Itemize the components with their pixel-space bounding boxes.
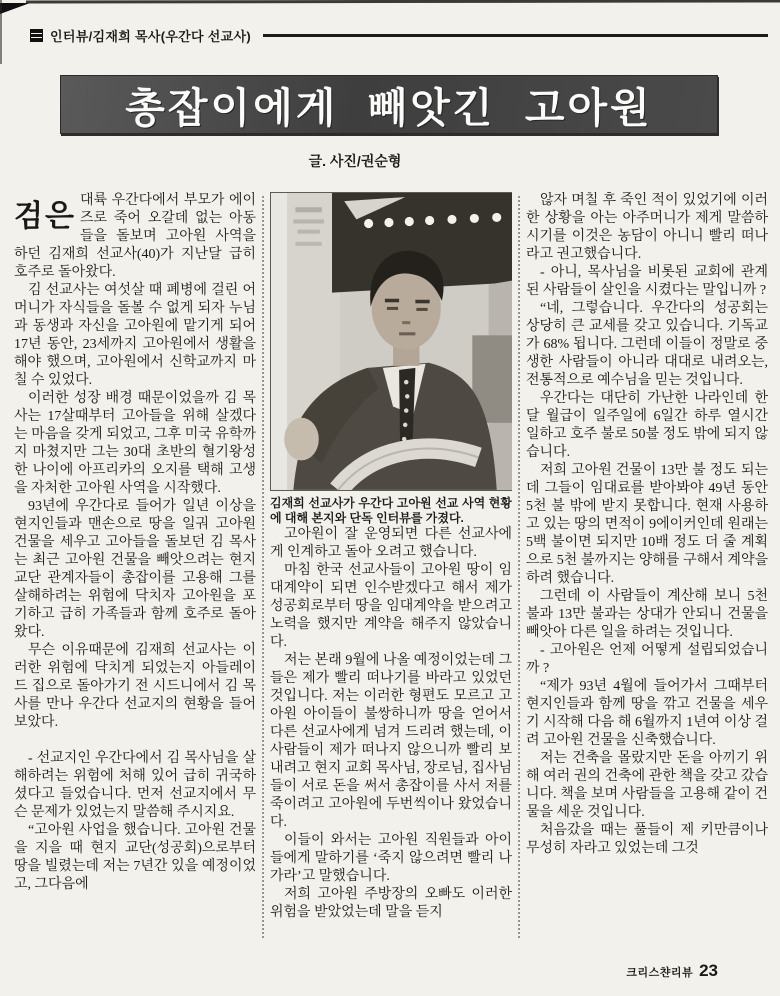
article-paragraph: 저희 고아원 주방장의 오빠도 이러한 위험을 받았었는데 말을 듣지 <box>270 886 512 920</box>
article-paragraph: 그런데 이 사람들이 계산해 보니 5천 불과 13만 불과는 상대가 안되니 건물을 빼앗아 다른 일을 하려는 것입니다. <box>526 589 768 640</box>
article-paragraph: 저희 고아원 건물이 13만 불 정도 되는데 그들이 임대료를 받아봐야 49년 동안 5천 불 밖에 받지 못합니다. 현재 사용하고 있는 땅의 면적이 9에이커인데 원래는 5백 불이면 되지만 10배 정도 더 줄 계획으로 5천 불까지는 양해를 구해서 계약을 하려 했습니다. <box>526 463 768 586</box>
article-paragraph: “네, 그렇습니다. 우간다의 성공회는 상당히 큰 교세를 갖고 있습니다. 기독교가 68% 됩니다. 그런데 이들이 정말로 중생한 사람들이 아니라 대대로 내려오는, 전통적으로 예수님을 믿는 것입니다. <box>526 301 768 388</box>
article-paragraph: 이들이 와서는 고아원 직원들과 아이들에게 말하기를 ‘죽지 않으려면 빨리 나가라’고 말했습니다. <box>270 832 512 884</box>
byline: 글. 사진/권순형 <box>308 153 402 169</box>
article-paragraph: “제가 93년 4월에 들어가서 그때부터 현지인들과 함께 땅을 깎고 건물을 세우기 시작해 다음 해 6월까지 1년여 이상 걸려 고아원 건물을 신축했습니다. <box>526 679 768 748</box>
article-paragraph: “고아원 사업을 했습니다. 고아원 건물을 지을 때 현지 교단(성공회)으로부터 땅을 빌렸는데 저는 7년간 있을 예정이었고, 그다음에 <box>14 823 256 892</box>
scan-artifact-topline <box>26 0 780 4</box>
column-2 <box>270 192 512 988</box>
article-paragraph <box>14 192 256 282</box>
article-paragraph: 저는 본래 9월에 나올 예정이었는데 그들은 제가 빨리 떠나기를 바라고 있었던 것입니다. 저는 이러한 형편도 모르고 고아원 아이들이 불쌍하니까 땅을 얻어서 다른 선교사에게 넘겨 드리려 했는데, 이 사람들이 제가 떠나지 않으니까 빨리 보내려고 현지 교회 목사님, 장로님, 집사님들이 서로 돈을 써서 총잡이를 사서 저를 죽이려고 고아원에 두번씩이나 왔었습니다. <box>270 652 512 830</box>
interview-question: - 고아원은 언제 어떻게 설립되었습니까 ? <box>526 643 768 676</box>
article-columns <box>14 192 768 988</box>
interview-question: - 아니, 목사님을 비롯된 교회에 관계된 사람들이 살인을 시켰다는 말입니까 ? <box>526 265 768 298</box>
column-3 <box>526 192 768 988</box>
dropcap: 검은 <box>14 200 76 233</box>
article-paragraph: 93년에 우간다로 들어가 일년 이상을 현지인들과 맨손으로 땅을 일궈 고아원 건물을 세우고 고아들을 돌보던 김 목사는 최근 고아원 건물을 빼앗으려는 현지 교단 관계자들이 총잡이를 고용해 그를 살해하려는 위험에 닥치자 고아원을 포기하고 급히 가족들과 함께 호주로 돌아왔다. <box>14 499 256 640</box>
article-paragraph: 마침 한국 선교사들이 고아원 땅이 임대계약이 되면 인수받겠다고 해서 제가 성공회로부터 땅을 임대계약을 받으려고 노력을 했지만 계약을 해주지 않았습니다. <box>270 562 512 650</box>
article-paragraph: 우간다는 대단히 가난한 나라인데 한 달 월급이 일주일에 6일간 하루 열시간 일하고 호주 불로 50불 정도 밖에 되지 않습니다. <box>526 391 768 460</box>
article-paragraph: 처음갔을 때는 풀들이 제 키만큼이나 무성히 자라고 있었는데 그것 <box>526 823 768 856</box>
article-paragraph: 이러한 성장 배경 때문이었을까 김 목사는 17살때부터 고아들을 위해 살겠다는 마음을 갖게 되었고, 그후 미국 유학까지 마쳤지만 그는 30대 초반의 혈기왕성한 나이에 아프리카의 오지를 택해 고생을 자처한 고아원 사역을 시작했다. <box>14 391 256 496</box>
interview-photo <box>270 192 512 491</box>
scan-artifact-left-edge <box>0 0 2 64</box>
photo-caption: 김재희 선교사가 우간다 고아원 선교 사역 현황에 대해 본지와 단독 인터뷰를 가졌다. <box>270 495 512 525</box>
magazine-name: 크리스챤리뷰 <box>626 967 694 979</box>
paragraph-text: 대륙 우간다에서 부모가 에이즈로 죽어 오갈데 없는 아동들을 돌보며 고아원 사역을 하던 김재희 선교사(40)가 지난달 급히 호주로 돌아왔다. <box>14 193 256 280</box>
article-paragraph: 저는 건축을 몰랐지만 돈을 아끼기 위해 여러 권의 건축에 관한 책을 갖고 갔습니다. 책을 보며 사람들을 고용해 같이 건물을 세운 것입니다. <box>526 751 768 820</box>
title-banner <box>60 75 718 134</box>
column-separator <box>262 196 264 938</box>
column-1 <box>14 192 256 988</box>
interview-question: - 선교지인 우간다에서 김 목사님을 살해하려는 위험에 처해 있어 급히 귀국하셨다고 들었습니다. 먼저 선교지에서 무슨 문제가 있었는지 말씀해 주시지요. <box>14 751 256 820</box>
article-paragraph: 않자 며칠 후 죽인 적이 있었기에 이러한 상황을 아는 아주머니가 제게 말씀하시기를 이것은 농담이 아니니 빨리 떠나라고 권고했습니다. <box>526 193 768 262</box>
section-marker-icon <box>30 29 43 42</box>
page-header <box>30 26 768 45</box>
header-label: 인터뷰/김재희 목사(우간다 선교사) <box>50 29 252 44</box>
scan-artifact-corner <box>0 3 30 14</box>
article-paragraph: 김 선교사는 여섯살 때 폐병에 걸린 어머니가 자식들을 돌볼 수 없게 되자 누님과 동생과 자신을 고아원에 맡기게 되어 17년 동안, 23세까지 고아원에서 생활을 해야 했으며, 고아원에서 신학교까지 마칠 수 있었다. <box>14 283 256 388</box>
page-number: 23 <box>699 961 718 980</box>
header-rule <box>263 34 768 37</box>
page-title: 총잡이에게 빼앗긴 고아원 <box>125 85 653 131</box>
page-footer <box>626 961 718 981</box>
interview-photo-figure <box>270 192 512 491</box>
article-paragraph: 고아원이 잘 운영되면 다른 선교사에게 인계하고 돌아 오려고 했습니다. <box>270 526 512 560</box>
article-paragraph: 무슨 이유때문에 김재희 선교사는 이러한 위험에 닥치게 되었는지 아들레이드 집으로 돌아가기 전 시드니에서 김 목사를 만나 우간다 선교지의 현황을 들어 보았다. <box>14 643 256 730</box>
column-separator <box>518 196 520 938</box>
